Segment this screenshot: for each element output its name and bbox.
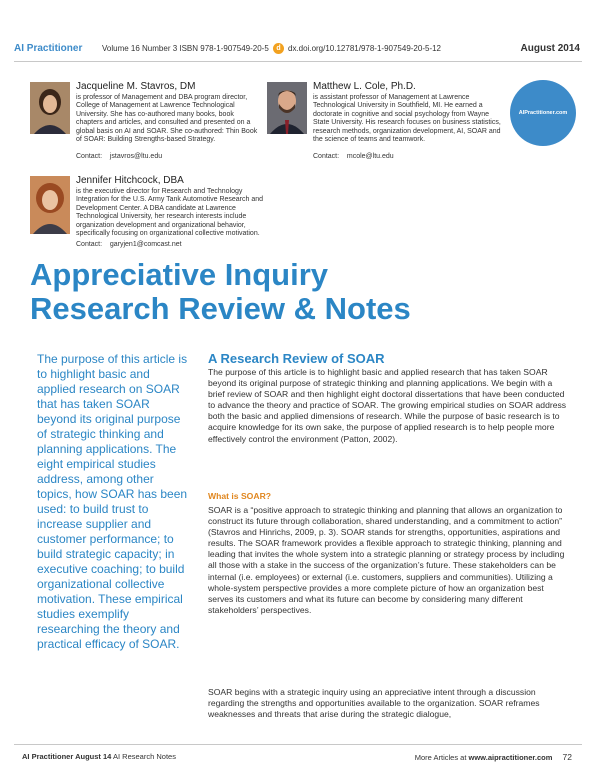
doi-link[interactable]: dx.doi.org/10.12781/978-1-907549-20-5-12 <box>288 44 442 53</box>
issue-date: August 2014 <box>520 43 580 54</box>
author-photo-cole <box>267 82 307 134</box>
subheading-what-is-soar: What is SOAR? <box>208 491 272 501</box>
article-title-line-2: Research Review & Notes <box>30 291 411 326</box>
article-title <box>30 258 590 326</box>
header-divider <box>14 61 582 62</box>
footer-divider <box>14 744 582 745</box>
aipractitioner-logo: AIPractitioner.com <box>510 80 576 146</box>
author-bio: is professor of Management and DBA program director, College of Management at Lawrence Technological University. She has co-authored many books, book chapters and articles, and consulted and presented on a global basis on AI and SOAR. She co-authored: Thin Book of SOAR: Building Strengths-based Strategy. <box>76 94 258 144</box>
footer-url-link[interactable]: www.aipractitioner.com <box>468 753 553 762</box>
author-photo-stavros <box>30 82 70 134</box>
footer-section: AI Research Notes <box>113 752 176 761</box>
author-name: Matthew L. Cole, Ph.D. <box>313 81 416 92</box>
author-photo-hitchcock <box>30 176 70 234</box>
doi-icon: d <box>273 43 284 54</box>
article-title-line-1: Appreciative Inquiry <box>30 257 329 292</box>
contact-label: Contact: <box>76 153 103 160</box>
pull-quote: The purpose of this article is to highlight basic and applied research on SOAR that has taken SOAR beyond its original purpose of strategic thinking and planning applications. The eight empirical studies address, among other topics, how SOAR has been used: to build trust to increase supplier and customer performance; to build strategic capacity; in executive coaching; to build organizational collective motivation. These empirical studies exemplify researching the theory and practical efficacy of SOAR. <box>37 352 188 651</box>
author-bio: is the executive director for Research and Technology Integration for the U.S. Army Tank Automotive Research and Development Center. A DBA candidate at Lawrence Technological University, her research interests include organization development and organizational behavior, specifically focusing on organizational collective motivation. <box>76 188 264 238</box>
author-bio: is assistant professor of Management at Lawrence Technological University in Southfield, MI. He earned a doctorate in cognitive and social psychology from Wayne State University. His research focuses on business statistics, research methods, organization development, AI, SOAR and the science of teams and teamwork. <box>313 94 501 144</box>
author-name: Jennifer Hitchcock, DBA <box>76 175 184 186</box>
author-contact <box>76 153 162 160</box>
author-name: Jacqueline M. Stavros, DM <box>76 81 196 92</box>
contact-email[interactable]: garyjen1@comcast.net <box>109 241 182 248</box>
footer-more-label: More Articles at <box>414 753 467 762</box>
author-contact <box>313 153 394 160</box>
footer-brand: AI Practitioner August 14 <box>22 752 112 761</box>
page-number: 72 <box>562 752 572 762</box>
volume-info: Volume 16 Number 3 ISBN 978-1-907549-20-5 <box>102 44 269 53</box>
contact-email[interactable]: jstavros@ltu.edu <box>109 153 163 160</box>
contact-label: Contact: <box>76 241 103 248</box>
body-paragraph-3: SOAR begins with a strategic inquiry using an appreciative intent through a discussion regarding the strengths and opportunities available to the organization. SOAR reframes weaknesses and threats that arise during the strategic dialogue, <box>208 687 540 720</box>
author-contact <box>76 241 182 248</box>
contact-label: Contact: <box>313 153 340 160</box>
journal-brand: AI Practitioner <box>14 43 83 54</box>
footer-left <box>22 752 176 761</box>
contact-email[interactable]: mcole@ltu.edu <box>346 153 394 160</box>
section-heading: A Research Review of SOAR <box>208 351 385 366</box>
body-paragraph-1: The purpose of this article is to highlight basic and applied research that has taken SOAR beyond its original purpose of strategic thinking and planning applications. We begin with a brief review of SOAR and then highlight eight doctoral dissertations that have been conducted to advance the theory and practice of SOAR. The growing empirical studies on SOAR address both the basic and applied dimensions of research. While the purpose of basic research is to acquire knowledge for its own sake, the purpose of applied research is to help people more effectively control the environment (Patton, 2002). <box>208 367 567 444</box>
body-paragraph-2: SOAR is a “positive approach to strategic thinking and planning that allows an organization to construct its future through collaboration, shared understanding, and a commitment to action” (Stavros and Hinrichs, 2009, p. 3). SOAR stands for strengths, opportunities, aspirations and results. The SOAR framework provides a flexible approach to strategic thinking, planning and leading that invites the whole system into a strategic planning or strategy process by including all those with a stake in the success of the organization’s future. These stakeholders can be internal (i.e. employees) or external (i.e. customers, suppliers and communities). Utilizing a whole-system perspective provides a more complete picture of how an organization best serves its customers and what its future can become by considering many different stakeholders’ perspectives. <box>208 505 565 615</box>
footer-right <box>415 752 572 762</box>
